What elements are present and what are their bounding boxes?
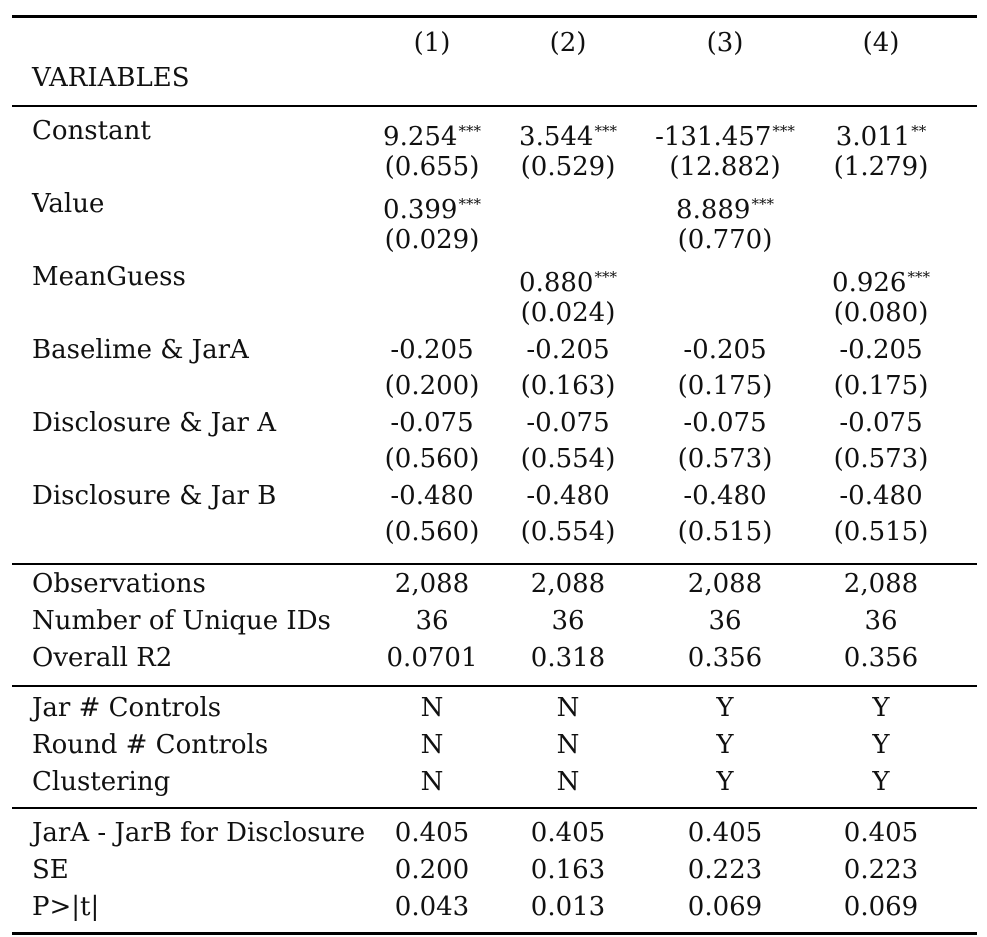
stat-cell: 0.356 xyxy=(687,643,763,673)
row-label: JarA - JarB for Disclosure xyxy=(32,818,366,848)
column-header: (1) xyxy=(413,28,451,58)
header-rule xyxy=(12,105,977,107)
se-cell: (0.554) xyxy=(520,517,616,547)
coef-value: -0.480 xyxy=(526,481,610,511)
coef-cell xyxy=(839,334,922,366)
coef-value: -0.205 xyxy=(683,335,767,365)
significance-stars: *** xyxy=(458,195,481,213)
row-label: Jar # Controls xyxy=(32,693,222,723)
row-label: Number of Unique IDs xyxy=(32,606,331,636)
coef-value: -0.480 xyxy=(390,481,474,511)
stat-cell: 2,088 xyxy=(843,569,919,599)
coef-value: -0.075 xyxy=(839,408,923,438)
stat-cell: 0.163 xyxy=(530,855,606,885)
stat-cell: 36 xyxy=(551,606,585,636)
se-cell: (0.029) xyxy=(384,225,480,255)
row-label: Clustering xyxy=(32,767,171,797)
se-cell: (0.560) xyxy=(384,517,480,547)
row-label: Round # Controls xyxy=(32,730,269,760)
row-label: P>|t| xyxy=(32,892,100,922)
coef-value: 0.926 xyxy=(832,268,907,298)
row-label: Constant xyxy=(32,116,151,146)
coef-value: -0.205 xyxy=(839,335,923,365)
bottom-rule xyxy=(12,932,977,935)
stat-cell: 0.405 xyxy=(530,818,606,848)
coef-cell xyxy=(519,261,617,299)
coef-value: 9.254 xyxy=(383,122,458,152)
top-rule xyxy=(12,15,977,18)
stat-cell: 0.200 xyxy=(394,855,470,885)
se-cell: (0.024) xyxy=(520,298,616,328)
variables-header: VARIABLES xyxy=(32,63,190,93)
coef-value: -0.205 xyxy=(390,335,474,365)
coef-cell xyxy=(526,407,609,439)
coef-cell xyxy=(383,115,481,153)
stat-cell: 0.318 xyxy=(530,643,606,673)
stat-cell: Y xyxy=(872,730,890,760)
stat-cell: Y xyxy=(716,767,734,797)
stat-cell: N xyxy=(420,767,444,797)
se-cell: (0.560) xyxy=(384,444,480,474)
coef-cell xyxy=(839,407,922,439)
column-header: (2) xyxy=(549,28,587,58)
stat-cell: 0.0701 xyxy=(386,643,478,673)
stat-cell: Y xyxy=(716,693,734,723)
coef-cell xyxy=(683,407,766,439)
coef-cell xyxy=(839,480,922,512)
coef-cell xyxy=(390,334,473,366)
coef-value: 8.889 xyxy=(676,195,751,225)
row-label: MeanGuess xyxy=(32,262,186,292)
stat-cell: N xyxy=(420,693,444,723)
se-cell: (0.655) xyxy=(384,152,480,182)
se-cell: (0.554) xyxy=(520,444,616,474)
coef-cell xyxy=(526,480,609,512)
coef-value: -0.205 xyxy=(526,335,610,365)
coef-value: -0.480 xyxy=(839,481,923,511)
stat-cell: N xyxy=(420,730,444,760)
row-label: Value xyxy=(32,189,105,219)
significance-stars: *** xyxy=(458,122,481,140)
se-cell: (0.175) xyxy=(677,371,773,401)
significance-stars: ** xyxy=(911,122,927,140)
row-label: Observations xyxy=(32,569,206,599)
coef-value: 0.880 xyxy=(519,268,594,298)
coef-value: -131.457 xyxy=(655,122,772,152)
coef-cell xyxy=(390,480,473,512)
se-cell: (0.515) xyxy=(833,517,929,547)
stats-bottom-rule xyxy=(12,685,977,687)
coef-value: -0.075 xyxy=(390,408,474,438)
se-cell: (0.163) xyxy=(520,371,616,401)
stat-cell: 2,088 xyxy=(530,569,606,599)
coef-value: -0.480 xyxy=(683,481,767,511)
se-cell: (0.529) xyxy=(520,152,616,182)
row-label: Baselime & JarA xyxy=(32,335,249,365)
stat-cell: 0.043 xyxy=(394,892,470,922)
coef-bottom-rule xyxy=(12,563,977,565)
stat-cell: 36 xyxy=(708,606,742,636)
coef-cell xyxy=(832,261,930,299)
row-label: SE xyxy=(32,855,69,885)
stat-cell: 0.405 xyxy=(394,818,470,848)
column-header: (4) xyxy=(862,28,900,58)
stat-cell: N xyxy=(556,730,580,760)
coef-cell xyxy=(390,407,473,439)
stat-cell: Y xyxy=(872,767,890,797)
coef-cell xyxy=(683,334,766,366)
stat-cell: Y xyxy=(872,693,890,723)
se-cell: (0.200) xyxy=(384,371,480,401)
stat-cell: 0.069 xyxy=(843,892,919,922)
stat-cell: 0.223 xyxy=(687,855,763,885)
coef-value: 0.399 xyxy=(383,195,458,225)
coef-cell xyxy=(383,188,481,226)
coef-value: -0.075 xyxy=(683,408,767,438)
coef-cell xyxy=(519,115,617,153)
coef-value: 3.544 xyxy=(519,122,594,152)
coef-value: 3.011 xyxy=(835,122,911,152)
significance-stars: *** xyxy=(751,195,774,213)
row-label: Disclosure & Jar B xyxy=(32,481,277,511)
se-cell: (1.279) xyxy=(833,152,929,182)
stat-cell: N xyxy=(556,767,580,797)
stat-cell: 0.405 xyxy=(843,818,919,848)
stat-cell: N xyxy=(556,693,580,723)
se-cell: (12.882) xyxy=(669,152,781,182)
significance-stars: *** xyxy=(594,268,617,286)
se-cell: (0.573) xyxy=(833,444,929,474)
stat-cell: 0.356 xyxy=(843,643,919,673)
stat-cell: 0.405 xyxy=(687,818,763,848)
coef-cell xyxy=(655,115,795,153)
se-cell: (0.175) xyxy=(833,371,929,401)
row-label: Overall R2 xyxy=(32,643,173,673)
stat-cell: 0.013 xyxy=(530,892,606,922)
stat-cell: 2,088 xyxy=(687,569,763,599)
se-cell: (0.770) xyxy=(677,225,773,255)
significance-stars: *** xyxy=(772,122,795,140)
stat-cell: 36 xyxy=(864,606,898,636)
coef-cell xyxy=(526,334,609,366)
stat-cell: 0.069 xyxy=(687,892,763,922)
controls-bottom-rule xyxy=(12,807,977,809)
stat-cell: 0.223 xyxy=(843,855,919,885)
se-cell: (0.515) xyxy=(677,517,773,547)
stat-cell: Y xyxy=(716,730,734,760)
stat-cell: 36 xyxy=(415,606,449,636)
significance-stars: *** xyxy=(594,122,617,140)
se-cell: (0.573) xyxy=(677,444,773,474)
row-label: Disclosure & Jar A xyxy=(32,408,277,438)
coef-cell xyxy=(676,188,774,226)
significance-stars: *** xyxy=(907,268,930,286)
coef-value: -0.075 xyxy=(526,408,610,438)
stat-cell: 2,088 xyxy=(394,569,470,599)
se-cell: (0.080) xyxy=(833,298,929,328)
column-header: (3) xyxy=(706,28,744,58)
coef-cell xyxy=(683,480,766,512)
coef-cell xyxy=(836,115,926,153)
